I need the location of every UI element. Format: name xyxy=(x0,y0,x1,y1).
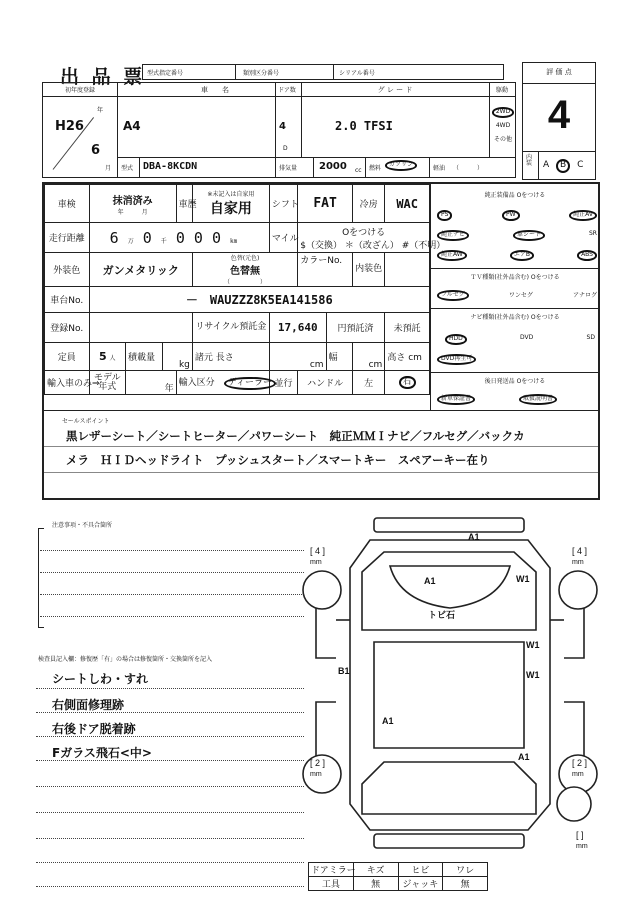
mileage-digit: 0 xyxy=(211,228,221,247)
mm-unit: mm xyxy=(572,771,584,778)
header-fields xyxy=(142,64,504,80)
import-type xyxy=(176,371,272,395)
equip-row-2 xyxy=(437,230,597,241)
inspection-value: 抹消済み xyxy=(112,195,153,207)
first-reg-month: 6 xyxy=(91,143,101,158)
model-cert-label: 型式指定番号 xyxy=(147,70,184,77)
mileage-sen: 千 xyxy=(160,237,167,245)
ac-label: 冷房 xyxy=(352,185,384,223)
later-manual-circled: 取扱説明書 xyxy=(519,394,557,405)
fuel-label: 燃料 xyxy=(369,165,382,172)
drive-options xyxy=(490,105,516,147)
inspection-cell xyxy=(89,185,176,223)
footer-header: キズ xyxy=(353,863,398,877)
tv-title: ＴＶ種類(社外品含む) Oをつける xyxy=(470,274,560,281)
equip-row-3 xyxy=(437,250,597,261)
equip-ps-circled: PS xyxy=(437,210,452,221)
tire-depth-rear-left: [ 2 ] xyxy=(310,758,326,768)
first-reg-era: H26 xyxy=(55,119,84,134)
usage-note: ※未記入は自家用 xyxy=(207,191,255,198)
load-unit: kg xyxy=(162,343,192,371)
class-label: 類別区分番号 xyxy=(243,70,280,77)
footer-header: ヒビ xyxy=(398,863,443,877)
usage-value: 自家用 xyxy=(209,201,252,217)
import-dealer-circled: ディーラー xyxy=(224,377,276,391)
equip-pw-circled: PW xyxy=(502,210,520,221)
fuel-gasoline-circled xyxy=(385,160,417,171)
meter-circle-label: Oをつける xyxy=(342,227,386,238)
tv-options xyxy=(437,290,597,301)
damage-mark: W1 xyxy=(526,670,540,680)
light-oil-paren: （ ） xyxy=(453,165,484,172)
parallel-label: 並行 xyxy=(269,371,297,395)
footer-cell: 無 xyxy=(443,877,488,891)
interior-color-value xyxy=(385,253,430,287)
score-label: 評 価 点 xyxy=(546,68,572,76)
sales-line-2: メラ ＨＩＤヘッドライト プッシュスタート／スマートキー スペアーキー在り xyxy=(66,453,490,467)
mileage-digit: 0 xyxy=(175,228,185,247)
color-change-paren: （ ） xyxy=(224,279,267,286)
footer-cell: ジャッキ xyxy=(398,877,443,891)
equip-abs-circled: ABS xyxy=(577,250,597,261)
grade-c: C xyxy=(577,160,584,170)
import-label: 輸入車のみ⇒ xyxy=(45,371,90,395)
mileage-digit: 6 xyxy=(109,228,119,247)
interior-color-label: 内装色 xyxy=(352,253,384,287)
meter-opt-swap: $（交換） xyxy=(300,240,342,251)
height-cell xyxy=(385,343,430,371)
grade-a: A xyxy=(543,160,550,170)
navi-sd: SD xyxy=(586,334,595,341)
cc-unit: cc xyxy=(355,167,362,174)
usage-label: 車歴 xyxy=(176,185,192,223)
equip-av-circled: 純正AV xyxy=(569,210,597,221)
color-change-cell xyxy=(192,253,297,287)
navi-title: ナビ種類(社外品含む) Oをつける xyxy=(470,314,560,321)
drive-label: 駆動 xyxy=(495,87,508,94)
navi-hdd-circled: HDD xyxy=(445,334,467,345)
tire-depth-front-right: [ 4 ] xyxy=(572,546,588,556)
reg-label: 登録No. xyxy=(45,313,90,343)
height-unit: cm xyxy=(408,353,422,363)
handle-right-circled: 右 xyxy=(399,376,416,390)
grade-b-circled: B xyxy=(556,159,570,173)
note-item: 右側面修理跡 xyxy=(52,698,125,712)
mm-unit: mm xyxy=(310,559,322,566)
shift-value: FAT xyxy=(298,185,353,223)
dvd-play-circled: DVD再生可 xyxy=(437,354,476,365)
note-item: 右後ドア脱着跡 xyxy=(52,722,136,736)
mile-label: マイル xyxy=(269,223,297,253)
model-year-label: モデル年式 xyxy=(89,371,125,395)
recycle-paid: 円預託済 xyxy=(326,313,385,343)
doors-label: ドア数 xyxy=(278,87,296,94)
recycle-value: 17,640 xyxy=(269,313,326,343)
tv-fullseg-circled: フルセグ xyxy=(437,290,469,301)
meter-opt-tamper: ＊（改ざん） xyxy=(344,240,399,251)
dvd-play xyxy=(437,354,476,365)
mm-unit: mm xyxy=(310,771,322,778)
damage-mark: A1 xyxy=(468,532,480,542)
damage-mark: A1 xyxy=(518,752,530,762)
mileage-unit: km xyxy=(230,237,238,245)
inspection-label: 車検 xyxy=(45,185,90,223)
usage-cell xyxy=(192,185,269,223)
damage-mark: W1 xyxy=(526,640,540,650)
drive-other: その他 xyxy=(493,136,512,143)
color-label: 外装色 xyxy=(45,253,90,287)
tv-oneseg: ワンセグ xyxy=(508,292,533,299)
height-label: 高さ xyxy=(387,353,406,363)
grade-label: グ レ ー ド xyxy=(377,86,413,94)
capacity-value: 5 xyxy=(99,350,107,363)
equipment-panel xyxy=(430,184,598,410)
door-unit: D xyxy=(283,145,288,152)
notes-label: 注意事項・不具合箇所 xyxy=(52,522,113,529)
first-reg-label: 初年度登録 xyxy=(64,87,95,94)
sales-label: セールスポイント xyxy=(62,418,110,425)
footer-cell: 無 xyxy=(353,877,398,891)
year-unit: 年 xyxy=(97,107,104,114)
footer-cell: 工具 xyxy=(309,877,354,891)
equip-aw-circled: 純正AW xyxy=(437,250,467,261)
grade-value: 2.0 TFSI xyxy=(335,119,393,133)
capacity-cell xyxy=(89,343,125,371)
displacement-label: 排気量 xyxy=(279,165,298,172)
model-year-unit: 年 xyxy=(126,371,177,395)
tire-depth-front-left: [ 4 ] xyxy=(310,546,326,556)
interior-grades xyxy=(543,159,583,173)
width-unit: cm xyxy=(352,343,384,371)
handle-left: 左 xyxy=(352,371,384,395)
mileage-label: 走行距離 xyxy=(45,223,90,253)
navi-dvd: DVD xyxy=(520,334,534,341)
later-title: 後日発送品 Oをつける xyxy=(484,378,546,385)
car-damage-diagram xyxy=(300,512,620,852)
footer-header: ドアミラー xyxy=(309,863,354,877)
recycle-unpaid: 未預託 xyxy=(385,313,430,343)
spare-tire xyxy=(557,787,591,821)
capacity-unit: 人 xyxy=(109,355,116,362)
wheel-front-right xyxy=(559,571,597,609)
score-box xyxy=(522,62,596,180)
vin-value: － WAUZZZ8K5EA141586 xyxy=(89,287,429,313)
model-code-label: 型式 xyxy=(121,165,134,172)
color-change-label: 色替(元色) xyxy=(230,255,260,262)
inspection-ym: 年 月 xyxy=(117,208,148,216)
handle-right-cell xyxy=(385,371,430,395)
mileage-man: 万 xyxy=(127,237,134,245)
dims-cell xyxy=(192,343,269,371)
shift-label: シフト xyxy=(269,185,297,223)
import-type-label: 輸入区分 xyxy=(178,377,215,388)
tire-depths xyxy=(310,546,588,850)
tv-analog: アナログ xyxy=(572,292,597,299)
car-name-label: 車 名 xyxy=(201,86,229,94)
color-value: ガンメタリック xyxy=(89,253,192,287)
navi-options xyxy=(445,334,595,345)
color-change-value: 色替無 xyxy=(230,266,261,277)
displacement: 2000 xyxy=(319,161,347,172)
damage-mark: W1 xyxy=(516,574,530,584)
footer-header: ワレ xyxy=(443,863,488,877)
drive-4wd: 4WD xyxy=(495,122,511,129)
equip-leather-circled: 革シート xyxy=(513,230,545,241)
car-outline xyxy=(316,518,584,848)
basic-info xyxy=(42,82,516,178)
tools-table xyxy=(308,862,488,891)
later-warranty-circled: 新車保証書 xyxy=(437,394,475,405)
equip-sr: SR xyxy=(589,230,597,237)
ac-value: WAC xyxy=(385,185,430,223)
fuel-gasoline: ガソリン xyxy=(385,160,417,171)
vin-label: 車台No. xyxy=(45,287,90,313)
serial-label: シリアル番号 xyxy=(339,70,375,77)
mileage-digit: 0 xyxy=(193,228,203,247)
damage-mark: B1 xyxy=(338,666,350,676)
note-item: Fガラス飛石<中> xyxy=(52,746,152,760)
equip-title: 純正装備品 Oをつける xyxy=(484,192,546,199)
handle-label: ハンドル xyxy=(298,371,353,395)
month-unit: 月 xyxy=(105,165,112,172)
tire-depth-spare: [ ] xyxy=(576,830,584,840)
model-code: DBA-8KCDN xyxy=(143,161,198,172)
later-options xyxy=(437,394,557,405)
load-label: 積載量 xyxy=(126,343,162,371)
dims-label: 諸元 xyxy=(194,353,213,363)
car-name: A4 xyxy=(123,119,141,133)
recycle-label: リサイクル預託金 xyxy=(192,313,269,343)
length-label: 長さ xyxy=(215,353,234,363)
damage-mark: A1 xyxy=(424,576,436,586)
equip-airbag-circled: エアB xyxy=(510,250,534,261)
color-no-label: カラーNo. xyxy=(298,253,353,287)
equip-row-1 xyxy=(437,210,597,221)
tire-depth-rear-right: [ 2 ] xyxy=(572,758,588,768)
mm-unit: mm xyxy=(576,843,588,850)
sales-line-1: 黒レザーシート／シートヒーター／パワーシート 純正ＭＭＩナビ／フルセグ／バックカ xyxy=(66,429,525,443)
score-value: 4 xyxy=(547,93,571,137)
reg-value xyxy=(89,313,192,343)
light-oil-label: 軽油 xyxy=(433,165,446,172)
mileage-digit: 0 xyxy=(142,228,152,247)
note-item: シートしわ・すれ xyxy=(52,672,149,686)
door-count: 4 xyxy=(279,121,286,132)
inspector-label: 検査員記入欄：修復歴「有」の場合は修復箇所・交換箇所を記入 xyxy=(38,656,213,663)
form-title: 出 品 票 xyxy=(60,66,146,88)
mileage-cell xyxy=(89,223,269,253)
damage-mark: トビ石 xyxy=(428,610,456,620)
length-unit: cm xyxy=(269,343,326,371)
drive-2wd-circled: 2WD xyxy=(492,107,514,118)
meter-opt-unknown: #（不明） xyxy=(401,240,446,251)
wheel-front-left xyxy=(303,571,341,609)
mm-unit: mm xyxy=(572,559,584,566)
damage-mark: A1 xyxy=(382,716,394,726)
interior-label: 内装 xyxy=(526,154,533,167)
capacity-label: 定員 xyxy=(45,343,90,371)
width-label: 幅 xyxy=(326,343,352,371)
equip-navi-circled: 純正ナビ xyxy=(437,230,469,241)
meter-status xyxy=(298,223,446,253)
